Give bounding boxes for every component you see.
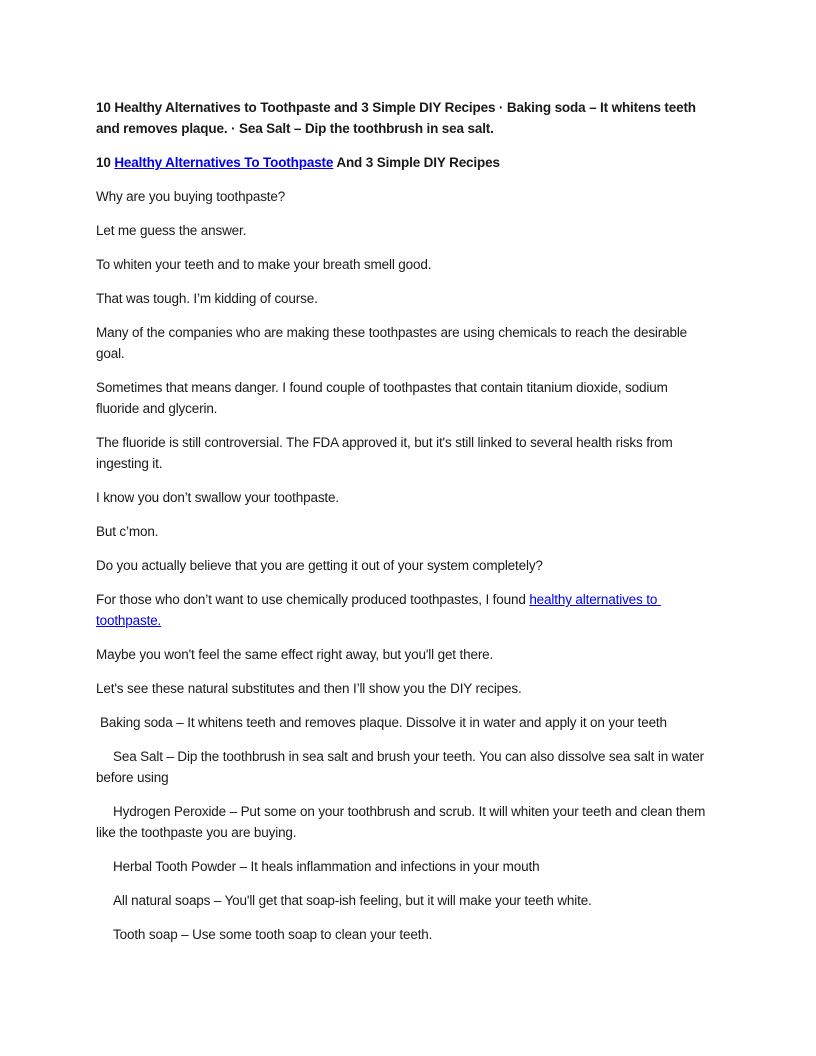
text-run: All natural soaps – You'll get that soap-ish feeling, but it will make your teeth white.	[113, 893, 592, 908]
text-run: 10 Healthy Alternatives to Toothpaste and 3 Simple DIY Recipes · Baking soda – It whitens teeth and removes plaque. · Sea Salt – Dip the toothbrush in sea salt.	[96, 100, 700, 136]
text-run: Let's see these natural substitutes and then I’ll show you the DIY recipes.	[96, 681, 522, 696]
text-run: Let me guess the answer.	[96, 223, 247, 238]
paragraph	[96, 97, 712, 139]
paragraph	[96, 890, 712, 911]
text-run: Do you actually believe that you are getting it out of your system completely?	[96, 558, 543, 573]
text-run: And 3 Simple DIY Recipes	[333, 155, 500, 170]
text-run: Many of the companies who are making these toothpastes are using chemicals to reach the desirable goal.	[96, 325, 691, 361]
paragraph	[96, 712, 712, 733]
text-run: Sometimes that means danger. I found couple of toothpastes that contain titanium dioxide, sodium fluoride and glycerin.	[96, 380, 672, 416]
paragraph	[96, 856, 712, 877]
text-run: That was tough. I’m kidding of course.	[96, 291, 318, 306]
text-run: Herbal Tooth Powder – It heals inflammation and infections in your mouth	[113, 859, 540, 874]
hyperlink[interactable]: Healthy Alternatives To Toothpaste	[114, 155, 334, 170]
paragraph	[96, 746, 712, 788]
paragraph	[96, 521, 712, 542]
paragraph	[96, 487, 712, 508]
text-run: The fluoride is still controversial. The FDA approved it, but it's still linked to several health risks from ingesting it.	[96, 435, 677, 471]
paragraph	[96, 288, 712, 309]
text-run: Tooth soap – Use some tooth soap to clean your teeth.	[113, 927, 433, 942]
text-run: Maybe you won't feel the same effect right away, but you'll get there.	[96, 647, 494, 662]
hyperlink[interactable]: healthy alternatives to toothpaste.	[96, 592, 661, 628]
paragraph	[96, 377, 712, 419]
text-run: 10	[96, 155, 115, 170]
text-run: But c’mon.	[96, 524, 159, 539]
paragraph	[96, 801, 712, 843]
text-run: Hydrogen Peroxide – Put some on your toothbrush and scrub. It will whiten your teeth and clean them like the toothpaste you are buying.	[96, 804, 709, 840]
paragraph	[96, 555, 712, 576]
paragraph	[96, 644, 712, 665]
paragraph	[96, 432, 712, 474]
paragraph	[96, 254, 712, 275]
text-run: Baking soda – It whitens teeth and removes plaque. Dissolve it in water and apply it on your teeth	[100, 715, 667, 730]
paragraph	[96, 152, 712, 173]
paragraph	[96, 678, 712, 699]
paragraph	[96, 322, 712, 364]
paragraph	[96, 220, 712, 241]
paragraph	[96, 186, 712, 207]
text-run: To whiten your teeth and to make your breath smell good.	[96, 257, 432, 272]
document-body	[96, 97, 712, 958]
paragraph	[96, 924, 712, 945]
text-run: Sea Salt – Dip the toothbrush in sea salt and brush your teeth. You can also dissolve sea salt in water before using	[96, 749, 708, 785]
paragraph	[96, 589, 712, 631]
text-run: For those who don’t want to use chemically produced toothpastes, I found	[96, 592, 530, 607]
text-run: I know you don’t swallow your toothpaste.	[96, 490, 339, 505]
text-run: Why are you buying toothpaste?	[96, 189, 286, 204]
